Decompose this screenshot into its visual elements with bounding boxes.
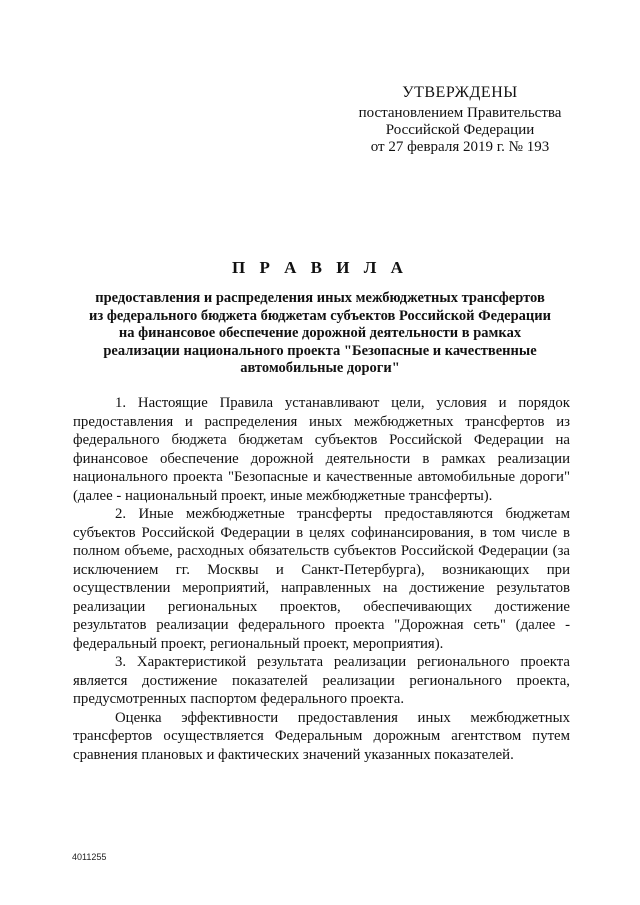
approval-line-2: Российской Федерации [385,122,535,138]
document-title: П Р А В И Л А [232,258,408,277]
paragraph-4: Оценка эффективности предоставления иных межбюджетных трансфертов осуществляется Федеральным дорожным агентством путем сравнения плановых и фактических значений указанных показателей. [73,709,570,763]
paragraph-3: 3. Характеристикой результата реализации регионального проекта является достижение показателей реализации регионального проекта, предусмотренных паспортом федерального проекта. [73,654,570,707]
approval-title: УТВЕРЖДЕНЫ [402,84,518,101]
subtitle-line: предоставления и распределения иных межбюджетных трансфертов [95,290,545,306]
subtitle-line: из федерального бюджета бюджетам субъектов Российской Федерации [89,307,551,324]
paragraph-2: 2. Иные межбюджетные трансферты предоставляются бюджетам субъектов Российской Федерации в целях софинансирования, в том числе в полном объеме, расходных обязательств субъектов Российской Федерации (за исключением гг. Москвы и Санкт-Петербурга), возникающих при осуществлении мероприятий, направленных на достижение результатов реализации региональных проектов, обеспечивающих достижение результатов реализации федерального проекта "Дорожная сеть" (далее - федеральный проект, региональный проект, мероприятия). [73,506,570,652]
subtitle-line: на финансовое обеспечение дорожной деятельности в рамках [118,325,522,341]
paragraph-1: 1. Настоящие Правила устанавливают цели, условия и порядок предоставления и распределения иных межбюджетных трансфертов из федерального бюджета бюджетам субъектов Российской Федерации на финансовое обеспечение дорожной деятельности в рамках реализации национального проекта "Безопасные и качественные автомобильные дороги" (далее - национальный проект, иные межбюджетные трансферты). [73,395,570,504]
document-body [73,394,570,764]
approval-block [330,84,590,156]
subtitle-line: реализации национального проекта "Безопасные и качественные [103,342,537,359]
approval-line-1: постановлением Правительства [358,105,562,121]
document-code: 4011255 [72,852,107,862]
subtitle-line: автомобильные дороги" [240,360,400,376]
document-subtitle [70,290,570,378]
approval-line-3: от 27 февраля 2019 г. № 193 [370,139,550,155]
